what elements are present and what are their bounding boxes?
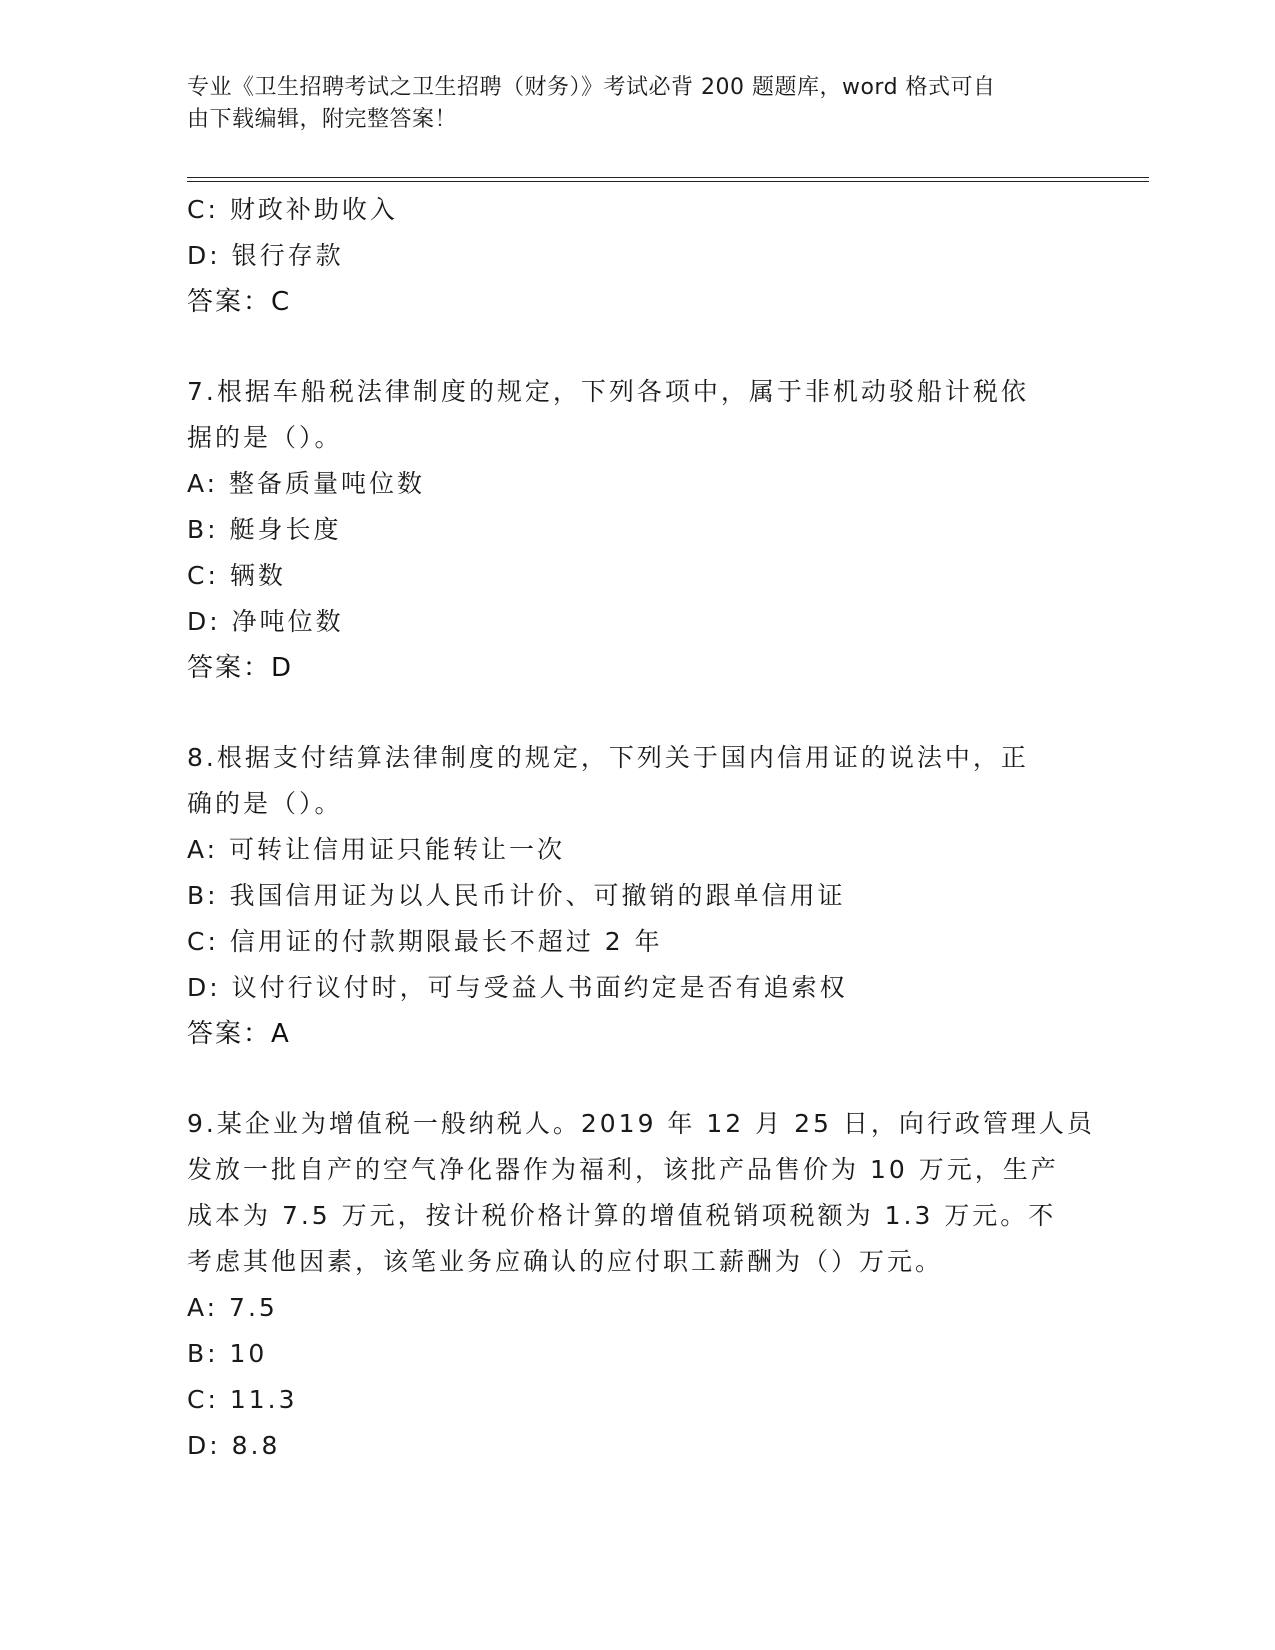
option-d: D: 银行存款 (187, 241, 344, 270)
question-text-line: 7.根据车船税法律制度的规定，下列各项中，属于非机动驳船计税依 (187, 377, 1029, 406)
spacer (187, 691, 1087, 735)
spacer (187, 325, 1087, 369)
question-text-line: 考虑其他因素，该笔业务应确认的应付职工薪酬为（）万元。 (187, 1247, 944, 1276)
answer-line: 答案：D (187, 653, 294, 683)
option-d: D: 净吨位数 (187, 607, 344, 636)
answer-line: 答案：A (187, 1019, 291, 1049)
option-c: C: 11.3 (187, 1385, 298, 1414)
option-c: C: 信用证的付款期限最长不超过 2 年 (187, 927, 663, 956)
header-divider-top (187, 177, 1149, 178)
question-8 (187, 735, 1087, 1057)
option-d: D: 议付行议付时，可与受益人书面约定是否有追索权 (187, 973, 848, 1002)
question-9 (187, 1101, 1095, 1469)
option-a: A: 可转让信用证只能转让一次 (187, 835, 566, 864)
option-b: B: 艇身长度 (187, 515, 342, 544)
document-header (187, 72, 1067, 136)
header-line-1: 专业《卫生招聘考试之卫生招聘（财务）》考试必背 200 题题库，word 格式可自 (187, 75, 996, 100)
option-b: B: 10 (187, 1339, 268, 1368)
question-content (187, 187, 1095, 1469)
prev-question-block (187, 187, 1087, 325)
question-text-line: 发放一批自产的空气净化器作为福利，该批产品售价为 10 万元，生产 (187, 1155, 1059, 1184)
header-line-2: 由下载编辑，附完整答案！ (187, 107, 458, 132)
header-divider-bottom (187, 181, 1149, 182)
option-a: A: 7.5 (187, 1293, 278, 1322)
question-text-line: 8.根据支付结算法律制度的规定，下列关于国内信用证的说法中，正 (187, 743, 1029, 772)
question-text-line: 成本为 7.5 万元，按计税价格计算的增值税销项税额为 1.3 万元。不 (187, 1201, 1057, 1230)
answer-line: 答案：C (187, 287, 292, 317)
option-b: B: 我国信用证为以人民币计价、可撤销的跟单信用证 (187, 881, 846, 910)
option-c: C: 财政补助收入 (187, 195, 398, 224)
question-7 (187, 369, 1087, 691)
question-text-line: 据的是（）。 (187, 423, 343, 452)
question-text-line: 9.某企业为增值税一般纳税人。2019 年 12 月 25 日，向行政管理人员 (187, 1109, 1095, 1138)
spacer (187, 1057, 1087, 1101)
question-text-line: 确的是（）。 (187, 789, 343, 818)
option-a: A: 整备质量吨位数 (187, 469, 426, 498)
option-c: C: 辆数 (187, 561, 286, 590)
option-d: D: 8.8 (187, 1431, 281, 1460)
